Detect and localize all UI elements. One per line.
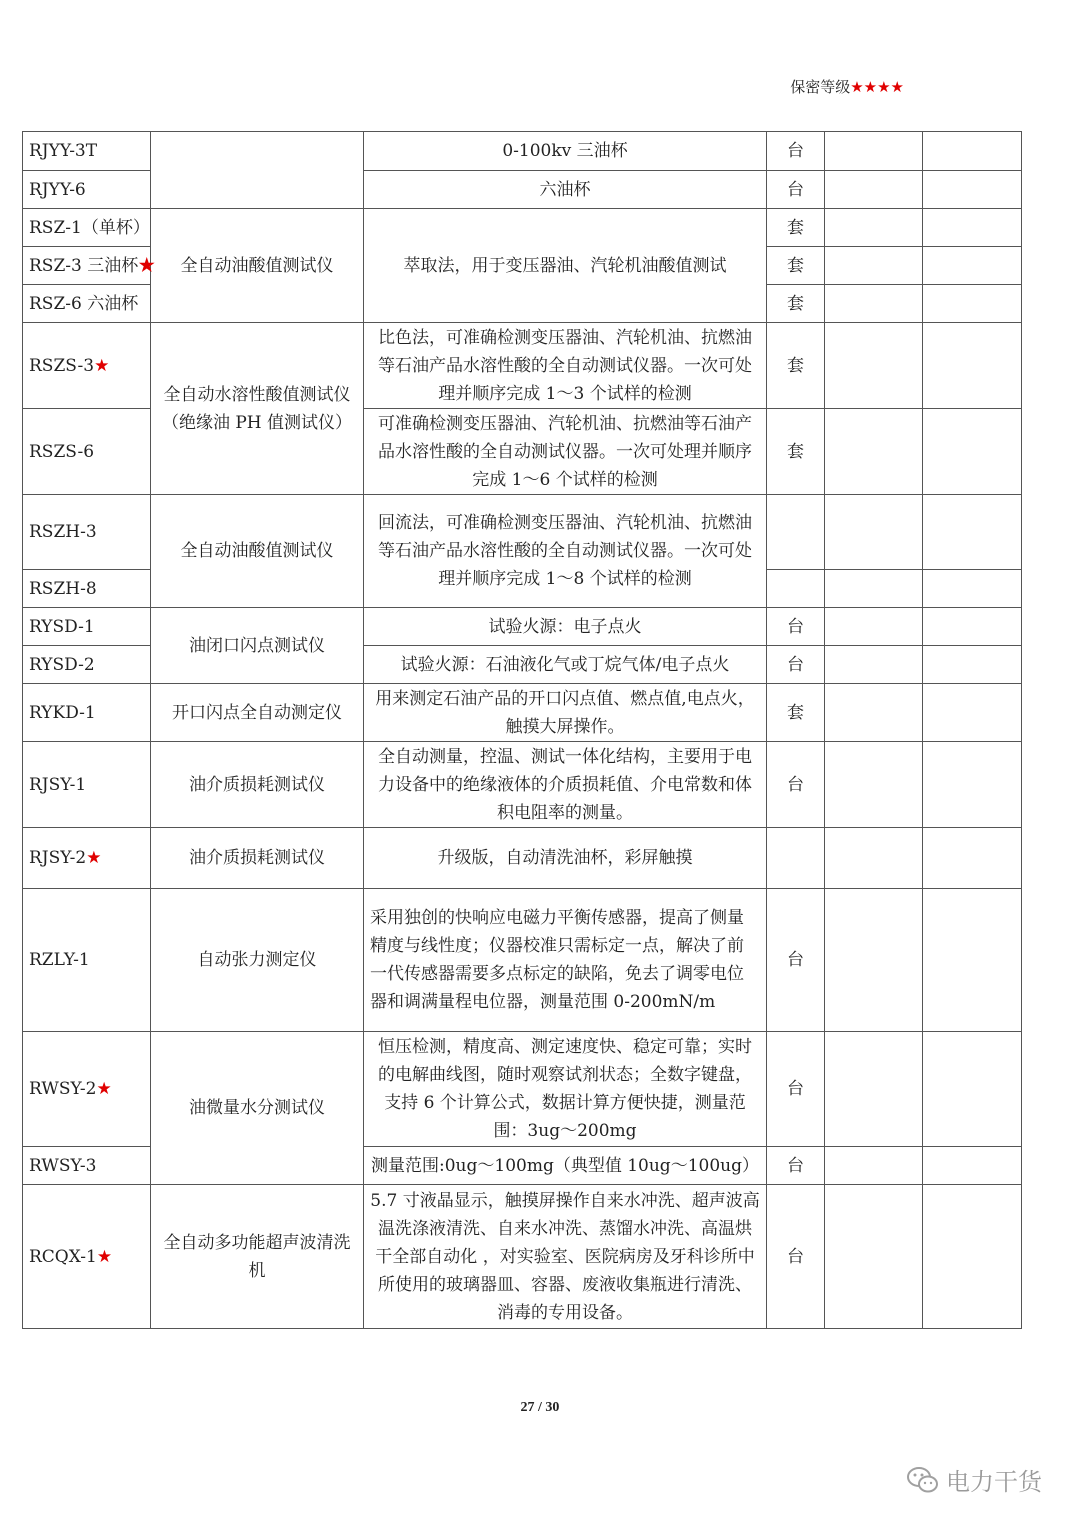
model-cell: RJYY-3T: [23, 132, 151, 171]
recommended-star: ★: [138, 255, 156, 276]
unit-cell: 台: [767, 742, 825, 828]
blank-cell: [923, 495, 1022, 570]
blank-cell: [923, 209, 1022, 247]
product-name-cell: 开口闪点全自动测定仪: [151, 684, 364, 742]
confidentiality-stars: ★★★★: [850, 78, 904, 96]
blank-cell: [923, 646, 1022, 684]
blank-cell: [825, 828, 923, 889]
product-name-cell: [151, 132, 364, 209]
table-row: [23, 495, 1022, 570]
table-row: [23, 608, 1022, 646]
model-cell: RYSD-2: [23, 646, 151, 684]
unit-cell: 套: [767, 684, 825, 742]
unit-cell: [767, 828, 825, 889]
description-cell: 试验火源：石油液化气或丁烷气体/电子点火: [364, 646, 767, 684]
unit-cell: 套: [767, 285, 825, 323]
table-row: [23, 889, 1022, 1032]
product-name-cell: 油介质损耗测试仪: [151, 828, 364, 889]
blank-cell: [923, 132, 1022, 171]
wechat-watermark: [906, 1462, 1042, 1497]
description-cell: 采用独创的快响应电磁力平衡传感器，提高了侧量精度与线性度；仪器校准只需标定一点，解决了前一代传感器需要多点标定的缺陷，免去了调零电位器和调满量程电位器，测量范围 0-200mN/m: [364, 889, 767, 1032]
model-cell: RSZH-3: [23, 495, 151, 570]
blank-cell: [923, 1032, 1022, 1147]
recommended-star: ★: [96, 1079, 112, 1099]
unit-cell: 套: [767, 209, 825, 247]
unit-cell: 台: [767, 1185, 825, 1329]
blank-cell: [825, 570, 923, 608]
unit-cell: 台: [767, 132, 825, 171]
model-cell: RJSY-1: [23, 742, 151, 828]
blank-cell: [923, 285, 1022, 323]
blank-cell: [923, 828, 1022, 889]
description-cell: 回流法，可准确检测变压器油、汽轮机油、抗燃油等石油产品水溶性酸的全自动测试仪器。一次可处理并顺序完成 1～8 个试样的检测: [364, 495, 767, 608]
product-name-cell: 全自动油酸值测试仪: [151, 495, 364, 608]
unit-cell: 台: [767, 646, 825, 684]
blank-cell: [923, 608, 1022, 646]
blank-cell: [825, 323, 923, 409]
model-cell: RZLY-1: [23, 889, 151, 1032]
confidentiality-header: [790, 76, 904, 97]
description-cell: 试验火源：电子点火: [364, 608, 767, 646]
recommended-star: ★: [94, 355, 110, 376]
description-cell: 可准确检测变压器油、汽轮机油、抗燃油等石油产品水溶性酸的全自动测试仪器。一次可处理并顺序完成 1～6 个试样的检测: [364, 409, 767, 495]
product-name-cell: 全自动水溶性酸值测试仪（绝缘油 PH 值测试仪）: [151, 323, 364, 495]
watermark-text: 电力干货: [946, 1468, 1042, 1496]
model-cell: RJSY-2★: [23, 828, 151, 889]
wechat-icon: [906, 1465, 940, 1495]
table-row: [23, 742, 1022, 828]
unit-cell: 台: [767, 1032, 825, 1147]
table-row: [23, 684, 1022, 742]
blank-cell: [923, 409, 1022, 495]
unit-cell: 套: [767, 247, 825, 285]
confidentiality-label: 保密等级: [790, 78, 851, 96]
model-cell: RCQX-1★: [23, 1185, 151, 1329]
blank-cell: [825, 889, 923, 1032]
blank-cell: [825, 132, 923, 171]
unit-cell: 套: [767, 409, 825, 495]
model-cell: RSZ-3 三油杯★: [23, 247, 151, 285]
product-spec-table: [22, 131, 1022, 1329]
blank-cell: [923, 684, 1022, 742]
table-row: [23, 1032, 1022, 1147]
recommended-star: ★: [86, 848, 102, 868]
model-cell: RSZH-8: [23, 570, 151, 608]
unit-cell: [767, 570, 825, 608]
blank-cell: [923, 1147, 1022, 1185]
page-number: 27 / 30: [520, 1400, 560, 1415]
description-cell: 升级版，自动清洗油杯，彩屏触摸: [364, 828, 767, 889]
table-row: [23, 1185, 1022, 1329]
blank-cell: [923, 171, 1022, 209]
blank-cell: [923, 1185, 1022, 1329]
unit-cell: 台: [767, 889, 825, 1032]
blank-cell: [825, 684, 923, 742]
blank-cell: [825, 1147, 923, 1185]
model-cell: RSZ-1（单杯）: [23, 209, 151, 247]
model-cell: RYKD-1: [23, 684, 151, 742]
description-cell: 恒压检测，精度高、测定速度快、稳定可靠；实时的电解曲线图，随时观察试剂状态；全数字键盘，支持 6 个计算公式，数据计算方便快捷，测量范围：3ug～200mg: [364, 1032, 767, 1147]
description-cell: 萃取法，用于变压器油、汽轮机油酸值测试: [364, 209, 767, 323]
model-cell: RJYY-6: [23, 171, 151, 209]
description-cell: 测量范围:0ug～100mg（典型值 10ug～100ug）: [364, 1147, 767, 1185]
unit-cell: 台: [767, 171, 825, 209]
recommended-star: ★: [96, 1246, 113, 1267]
unit-cell: 套: [767, 323, 825, 409]
model-cell: RYSD-1: [23, 608, 151, 646]
blank-cell: [923, 323, 1022, 409]
product-name-cell: 全自动多功能超声波清洗机: [151, 1185, 364, 1329]
description-cell: 全自动测量，控温、测试一体化结构，主要用于电力设备中的绝缘液体的介质损耗值、介电常数和体积电阻率的测量。: [364, 742, 767, 828]
blank-cell: [923, 742, 1022, 828]
blank-cell: [825, 171, 923, 209]
description-cell: 0-100kv 三油杯: [364, 132, 767, 171]
description-cell: 比色法，可准确检测变压器油、汽轮机油、抗燃油等石油产品水溶性酸的全自动测试仪器。一次可处理并顺序完成 1～3 个试样的检测: [364, 323, 767, 409]
blank-cell: [825, 1185, 923, 1329]
table-row: [23, 132, 1022, 171]
blank-cell: [825, 742, 923, 828]
product-name-cell: 自动张力测定仪: [151, 889, 364, 1032]
product-name-cell: 油介质损耗测试仪: [151, 742, 364, 828]
blank-cell: [825, 646, 923, 684]
description-cell: 用来测定石油产品的开口闪点值、燃点值,电点火，触摸大屏操作。: [364, 684, 767, 742]
description-cell: 六油杯: [364, 171, 767, 209]
unit-cell: 台: [767, 608, 825, 646]
blank-cell: [923, 889, 1022, 1032]
blank-cell: [825, 608, 923, 646]
description-cell: 5.7 寸液晶显示，触摸屏操作自来水冲洗、超声波高温洗涤液清洗、自来水冲洗、蒸馏水冲洗、高温烘干全部自动化 ，对实验室、医院病房及牙科诊所中所使用的玻璃器皿、容器、废液收集瓶进行清洗、消毒的专用设备。: [364, 1185, 767, 1329]
model-cell: RSZ-6 六油杯: [23, 285, 151, 323]
product-name-cell: 油闭口闪点测试仪: [151, 608, 364, 684]
model-cell: RWSY-3: [23, 1147, 151, 1185]
blank-cell: [923, 570, 1022, 608]
blank-cell: [825, 209, 923, 247]
model-cell: RSZS-3★: [23, 323, 151, 409]
product-name-cell: 全自动油酸值测试仪: [151, 209, 364, 323]
model-cell: RSZS-6: [23, 409, 151, 495]
table-row: [23, 323, 1022, 409]
blank-cell: [825, 1032, 923, 1147]
unit-cell: 台: [767, 1147, 825, 1185]
unit-cell: [767, 495, 825, 570]
blank-cell: [825, 409, 923, 495]
table-row: [23, 828, 1022, 889]
product-name-cell: 油微量水分测试仪: [151, 1032, 364, 1185]
blank-cell: [825, 247, 923, 285]
blank-cell: [825, 495, 923, 570]
blank-cell: [825, 285, 923, 323]
model-cell: RWSY-2★: [23, 1032, 151, 1147]
table-row: [23, 209, 1022, 247]
blank-cell: [923, 247, 1022, 285]
